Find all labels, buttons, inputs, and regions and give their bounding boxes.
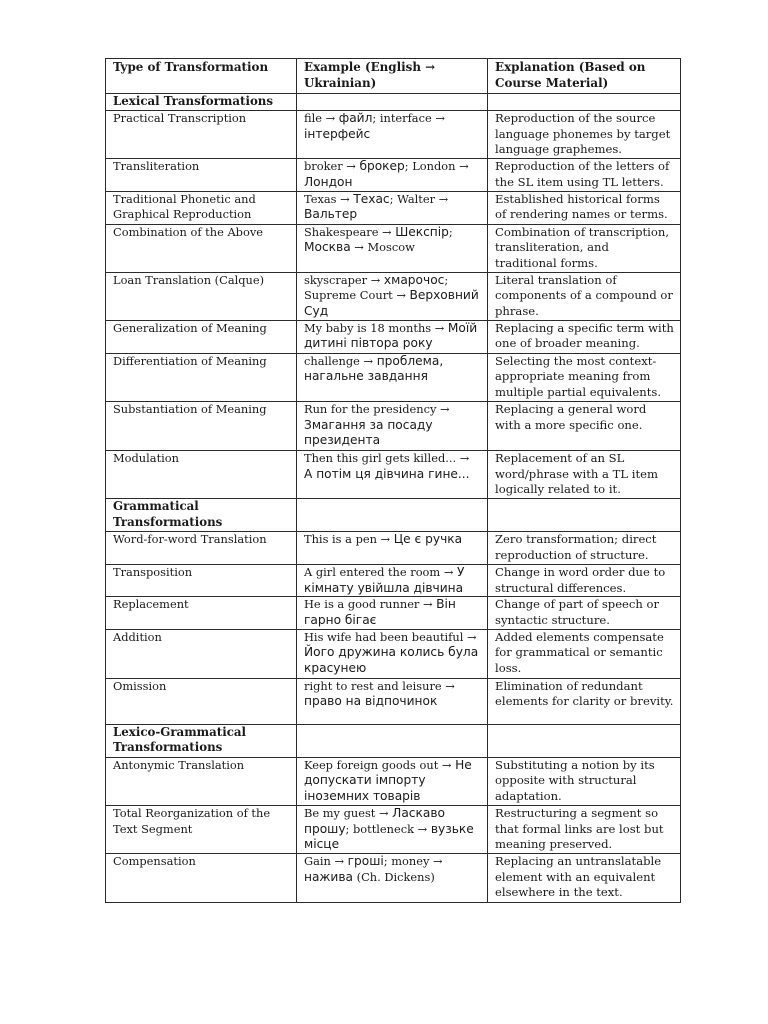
type-cell: Total Reorganization of the Text Segment [106, 805, 297, 853]
explanation-cell: Combination of transcription, transliteration, and traditional forms. [488, 224, 681, 272]
section-row-grammatical [106, 498, 681, 531]
section-row-lexico-grammatical [106, 724, 681, 757]
table-row [106, 805, 681, 853]
example-cell: He is a good runner → Він гарно бігає [297, 597, 488, 629]
example-cell: His wife had been beautiful → Його дружина колись була красунею [297, 629, 488, 678]
explanation-cell: Restructuring a segment so that formal links are lost but meaning preserved. [488, 805, 681, 853]
type-cell: Transliteration [106, 159, 297, 191]
type-cell: Word-for-word Translation [106, 531, 297, 564]
table-row [106, 853, 681, 902]
table-row [106, 450, 681, 498]
table-row [106, 159, 681, 191]
section-title: Lexical Transformations [106, 94, 297, 111]
example-cell: broker → брокер; London → Лондон [297, 159, 488, 191]
explanation-cell: Literal translation of components of a compound or phrase. [488, 272, 681, 320]
table-row [106, 224, 681, 272]
header-explanation: Explanation (Based on Course Material) [488, 59, 681, 94]
example-cell: right to rest and leisure → право на відпочинок [297, 678, 488, 724]
table-row [106, 564, 681, 596]
example-cell: Be my guest → Ласкаво прошу; bottleneck → вузьке місце [297, 805, 488, 853]
explanation-cell: Replacing an untranslatable element with an equivalent elsewhere in the text. [488, 853, 681, 902]
explanation-cell: Zero transformation; direct reproduction of structure. [488, 531, 681, 564]
table-row [106, 597, 681, 629]
explanation-cell: Replacing a general word with a more specific one. [488, 401, 681, 450]
table-row [106, 531, 681, 564]
section-row-lexical [106, 94, 681, 111]
type-cell: Substantiation of Meaning [106, 401, 297, 450]
example-cell: Texas → Техас; Walter → Вальтер [297, 191, 488, 224]
transformation-table [105, 58, 681, 903]
explanation-cell: Reproduction of the letters of the SL item using TL letters. [488, 159, 681, 191]
example-cell: file → файл; interface → інтерфейс [297, 111, 488, 159]
example-cell: skyscraper → хмарочос; Supreme Court → Верховний Суд [297, 272, 488, 320]
table-row [106, 678, 681, 724]
section-title: Grammatical Transformations [106, 498, 297, 531]
header-example: Example (English → Ukrainian) [297, 59, 488, 94]
table-header-row [106, 59, 681, 94]
table-row [106, 111, 681, 159]
table-row [106, 320, 681, 353]
table-row [106, 401, 681, 450]
type-cell: Practical Transcription [106, 111, 297, 159]
header-type: Type of Transformation [106, 59, 297, 94]
table-row [106, 272, 681, 320]
type-cell: Traditional Phonetic and Graphical Reproduction [106, 191, 297, 224]
explanation-cell: Elimination of redundant elements for clarity or brevity. [488, 678, 681, 724]
example-cell: A girl entered the room → У кімнату увійшла дівчина [297, 564, 488, 596]
type-cell: Loan Translation (Calque) [106, 272, 297, 320]
table-row [106, 191, 681, 224]
example-cell: Shakespeare → Шекспір; Москва → Moscow [297, 224, 488, 272]
type-cell: Combination of the Above [106, 224, 297, 272]
table-row [106, 353, 681, 401]
explanation-cell: Substituting a notion by its opposite with structural adaptation. [488, 757, 681, 805]
type-cell: Addition [106, 629, 297, 678]
explanation-cell: Selecting the most context-appropriate meaning from multiple partial equivalents. [488, 353, 681, 401]
explanation-cell: Replacement of an SL word/phrase with a TL item logically related to it. [488, 450, 681, 498]
explanation-cell: Change in word order due to structural differences. [488, 564, 681, 596]
explanation-cell: Reproduction of the source language phonemes by target language graphemes. [488, 111, 681, 159]
example-cell: Keep foreign goods out → Не допускати імпорту іноземних товарів [297, 757, 488, 805]
explanation-cell: Replacing a specific term with one of broader meaning. [488, 320, 681, 353]
type-cell: Compensation [106, 853, 297, 902]
type-cell: Generalization of Meaning [106, 320, 297, 353]
type-cell: Antonymic Translation [106, 757, 297, 805]
example-cell: Run for the presidency → Змагання за посаду президента [297, 401, 488, 450]
example-cell: Gain → гроші; money → нажива (Ch. Dickens) [297, 853, 488, 902]
table-row [106, 629, 681, 678]
example-cell: Then this girl gets killed... → А потім ця дівчина гине... [297, 450, 488, 498]
explanation-cell: Established historical forms of rendering names or terms. [488, 191, 681, 224]
type-cell: Replacement [106, 597, 297, 629]
explanation-cell: Added elements compensate for grammatical or semantic loss. [488, 629, 681, 678]
section-title: Lexico-Grammatical Transformations [106, 724, 297, 757]
type-cell: Modulation [106, 450, 297, 498]
example-cell: challenge → проблема, нагальне завдання [297, 353, 488, 401]
type-cell: Differentiation of Meaning [106, 353, 297, 401]
example-cell: My baby is 18 months → Моїй дитині півтора року [297, 320, 488, 353]
example-cell: This is a pen → Це є ручка [297, 531, 488, 564]
table-row [106, 757, 681, 805]
explanation-cell: Change of part of speech or syntactic structure. [488, 597, 681, 629]
type-cell: Transposition [106, 564, 297, 596]
type-cell: Omission [106, 678, 297, 724]
